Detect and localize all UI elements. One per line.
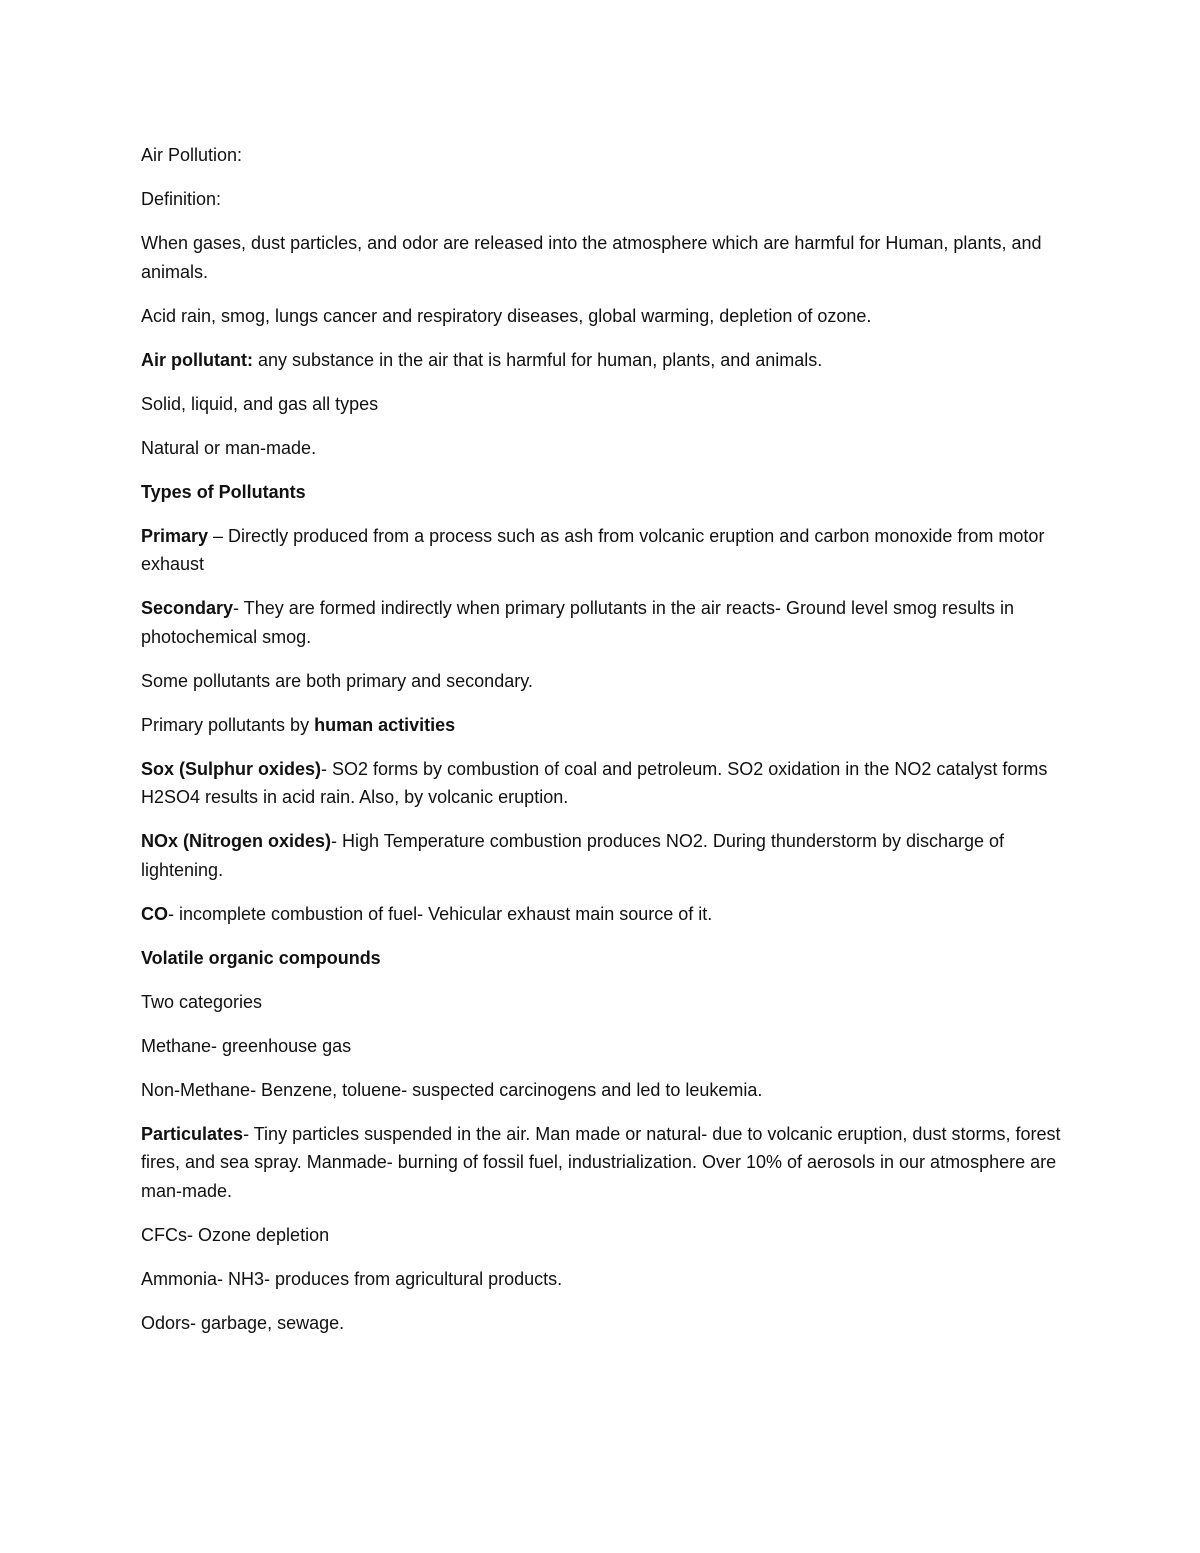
text-run: Natural or man-made. <box>141 437 317 458</box>
paragraph <box>141 346 1071 375</box>
text-run: – Directly produced from a process such as ash from volcanic eruption and carbon monoxide from motor exhaust <box>141 525 1045 574</box>
text-run: any substance in the air that is harmful for human, plants, and animals. <box>252 349 823 370</box>
text-run: - They are formed indirectly when primary pollutants in the air reacts- Ground level smog results in photochemical smog. <box>141 598 1015 647</box>
paragraph <box>141 1265 1071 1294</box>
paragraph <box>141 434 1071 463</box>
text-run: Methane- greenhouse gas <box>141 1035 352 1056</box>
paragraph <box>141 1120 1071 1206</box>
text-run: Some pollutants are both primary and secondary. <box>141 670 533 691</box>
text-run: Definition: <box>141 189 222 209</box>
paragraph <box>141 522 1071 579</box>
paragraph <box>141 302 1071 331</box>
bold-text-run: NOx (Nitrogen oxides) <box>141 831 332 851</box>
paragraph <box>141 390 1071 419</box>
paragraph <box>141 185 1071 214</box>
paragraph <box>141 1032 1071 1061</box>
paragraph <box>141 755 1071 812</box>
paragraph <box>141 1309 1071 1338</box>
paragraph <box>141 988 1071 1017</box>
text-run: Air Pollution: <box>141 145 243 165</box>
text-run: CFCs- Ozone depletion <box>141 1224 330 1245</box>
paragraph <box>141 1076 1071 1105</box>
text-run: Acid rain, smog, lungs cancer and respiratory diseases, global warming, depletion of ozone. <box>141 305 872 326</box>
bold-text-run: Air pollutant: <box>141 349 253 370</box>
bold-text-run: CO <box>141 903 168 924</box>
paragraph <box>141 900 1071 929</box>
text-run: Two categories <box>141 991 263 1012</box>
text-run: - High Temperature combustion produces NO2. During thunderstorm by discharge of lightening. <box>141 831 1005 880</box>
paragraph <box>141 141 1071 170</box>
text-run: - incomplete combustion of fuel- Vehicular exhaust main source of it. <box>168 903 713 924</box>
text-run: - SO2 forms by combustion of coal and petroleum. SO2 oxidation in the NO2 catalyst forms H2SO4 results in acid rain. Also, by volcanic eruption. <box>141 758 1048 807</box>
paragraph <box>141 1221 1071 1250</box>
bold-text-run: Types of Pollutants <box>141 481 306 502</box>
bold-text-run: human activities <box>314 714 456 735</box>
paragraph <box>141 944 1071 973</box>
paragraph <box>141 478 1071 507</box>
bold-text-run: Particulates <box>141 1123 244 1144</box>
text-run: Ammonia- NH3- produces from agricultural products. <box>141 1268 563 1289</box>
text-run: When gases, dust particles, and odor are released into the atmosphere which are harmful for Human, plants, and animals. <box>141 233 1042 282</box>
paragraph <box>141 594 1071 651</box>
text-run: Non-Methane- Benzene, toluene- suspected carcinogens and led to leukemia. <box>141 1079 763 1100</box>
paragraph <box>141 229 1071 286</box>
bold-text-run: Sox (Sulphur oxides) <box>141 758 322 779</box>
text-run: - Tiny particles suspended in the air. Man made or natural- due to volcanic eruption, dust storms, forest fires, and sea spray. Manmade- burning of fossil fuel, industrialization. Over 10% of aerosols in our atmosphere are man-made. <box>141 1123 1061 1201</box>
text-run: Primary pollutants by <box>141 714 315 735</box>
paragraph <box>141 827 1071 884</box>
bold-text-run: Volatile organic compounds <box>141 947 381 968</box>
text-run: Solid, liquid, and gas all types <box>141 393 379 414</box>
text-run: Odors- garbage, sewage. <box>141 1312 345 1333</box>
bold-text-run: Primary <box>141 525 209 546</box>
paragraph <box>141 711 1071 740</box>
paragraph <box>141 667 1071 696</box>
bold-text-run: Secondary <box>141 598 234 618</box>
document-body <box>141 141 1071 1353</box>
